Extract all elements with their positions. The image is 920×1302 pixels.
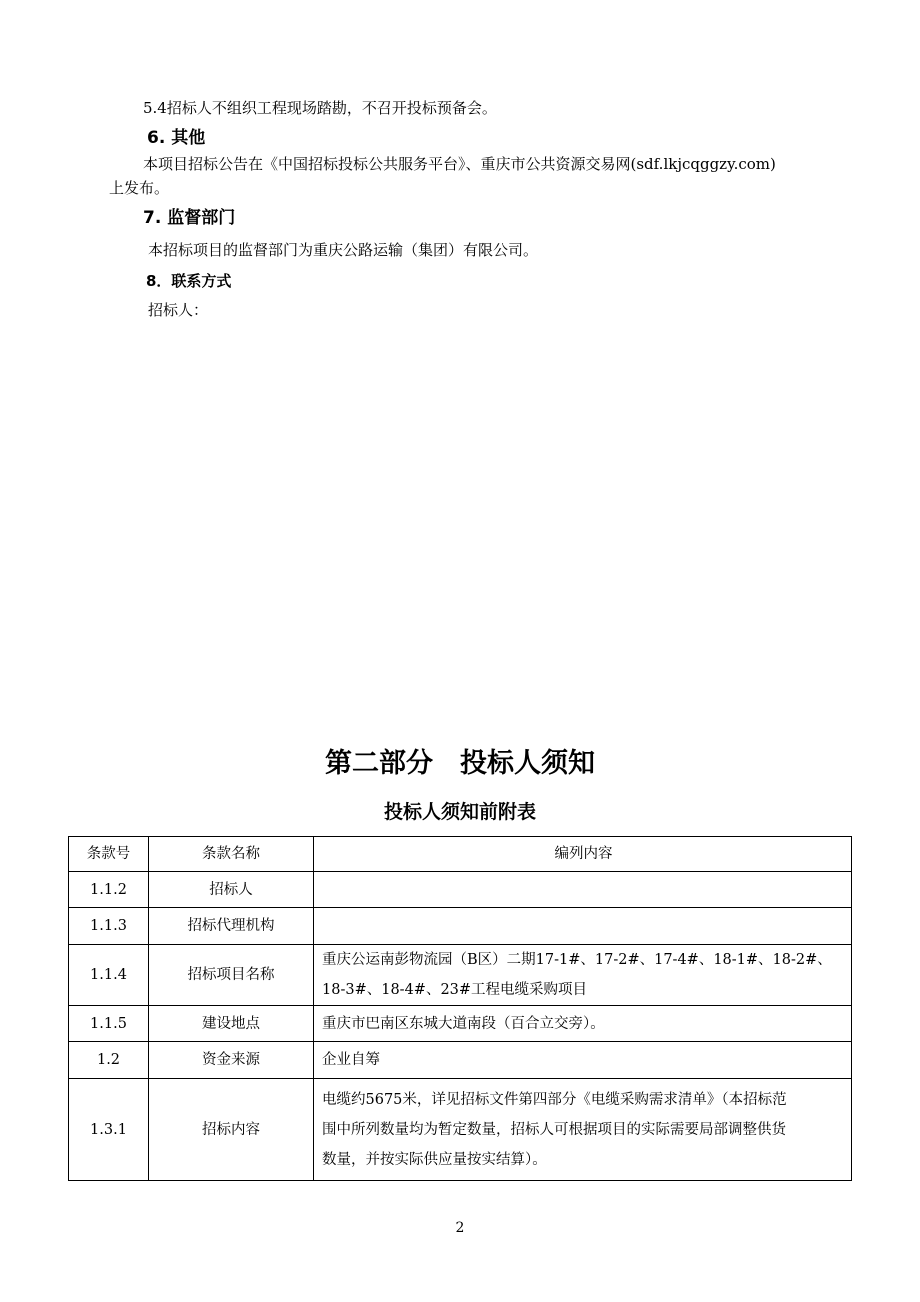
content-line: 重庆市巴南区东城大道南段（百合立交旁）。 bbox=[322, 1015, 605, 1032]
section-7-body: 本招标项目的监督部门为重庆公路运输（集团）有限公司。 bbox=[148, 241, 539, 259]
clause-name-cell: 招标人 bbox=[149, 872, 314, 908]
table-header-row bbox=[69, 837, 852, 872]
content-cell bbox=[314, 872, 852, 908]
clause-no-cell: 1.3.1 bbox=[69, 1079, 149, 1181]
header-content: 编列内容 bbox=[314, 837, 852, 872]
table-row bbox=[69, 945, 852, 1006]
item-5-4: 5.4招标人不组织工程现场踏勘，不召开投标预备会。 bbox=[143, 99, 497, 117]
header-clause-no: 条款号 bbox=[69, 837, 149, 872]
clause-no-cell: 1.1.2 bbox=[69, 872, 149, 908]
clause-name-cell: 资金来源 bbox=[149, 1042, 314, 1079]
front-attachment-table bbox=[68, 836, 852, 1181]
content-cell bbox=[314, 1042, 852, 1079]
content-cell bbox=[314, 945, 852, 1006]
content-line: 18-3#、18-4#、23#工程电缆采购项目 bbox=[322, 982, 588, 998]
content-line: 企业自筹 bbox=[322, 1052, 380, 1068]
section-6-body-line1: 本项目招标公告在《中国招标投标公共服务平台》、重庆市公共资源交易网(sdf.lkjcqggzy.com) bbox=[143, 155, 776, 173]
header-clause-name: 条款名称 bbox=[149, 837, 314, 872]
table-row bbox=[69, 908, 852, 945]
content-cell bbox=[314, 1006, 852, 1042]
clause-no-cell: 1.1.4 bbox=[69, 945, 149, 1006]
clause-name-cell: 招标项目名称 bbox=[149, 945, 314, 1006]
page-number: 2 bbox=[455, 1220, 465, 1236]
table-row bbox=[69, 1042, 852, 1079]
table-row bbox=[69, 872, 852, 908]
content-cell bbox=[314, 1079, 852, 1181]
section-6-body-line2: 上发布。 bbox=[109, 179, 170, 197]
part-two-title: 第二部分 投标人须知 bbox=[325, 748, 595, 779]
content-cell bbox=[314, 908, 852, 945]
section-7-title: 7. 监督部门 bbox=[143, 208, 236, 228]
content-line: 围中所列数量均为暂定数量，招标人可根据项目的实际需要局部调整供货 bbox=[322, 1121, 786, 1138]
clause-no-cell: 1.2 bbox=[69, 1042, 149, 1079]
section-8-title: 8．联系方式 bbox=[146, 272, 232, 290]
table-row bbox=[69, 1006, 852, 1042]
clause-no-cell: 1.1.5 bbox=[69, 1006, 149, 1042]
content-line: 重庆公运南彭物流园（B区）二期17-1#、17-2#、17-4#、18-1#、18-2#、 bbox=[322, 952, 832, 968]
clause-name-cell: 招标代理机构 bbox=[149, 908, 314, 945]
front-table-title: 投标人须知前附表 bbox=[383, 801, 536, 823]
section-6-title: 6. 其他 bbox=[147, 128, 206, 148]
content-line: 电缆约5675米，详见招标文件第四部分《电缆采购需求清单》（本招标范 bbox=[322, 1091, 787, 1108]
clause-name-cell: 建设地点 bbox=[149, 1006, 314, 1042]
section-8-body: 招标人： bbox=[148, 301, 209, 319]
content-line: 数量，并按实际供应量按实结算）。 bbox=[322, 1151, 547, 1168]
clause-no-cell: 1.1.3 bbox=[69, 908, 149, 945]
clause-name-cell: 招标内容 bbox=[149, 1079, 314, 1181]
table-row bbox=[69, 1079, 852, 1181]
